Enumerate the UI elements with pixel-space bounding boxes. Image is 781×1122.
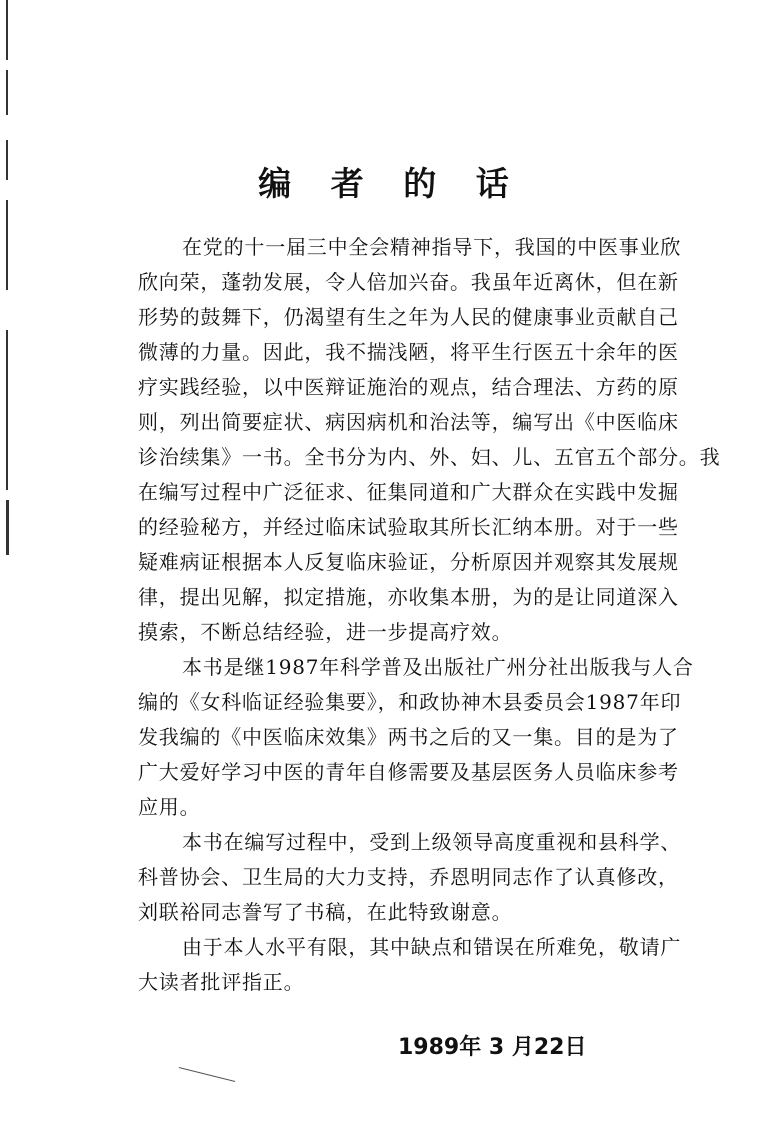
text-line: 的经验秘方，并经过临床试验取其所长汇纳本册。对于一些 [138,515,679,539]
text-line: 发我编的《中医临床效集》两书之后的又一集。目的是为了 [138,725,679,749]
text-line: 编的《女科临证经验集要》，和政协神木县委员会1987年印 [138,690,682,714]
text-line: 刘联裕同志誊写了书稿，在此特致谢意。 [138,900,513,924]
text-line: 形势的鼓舞下，仍渴望有生之年为人民的健康事业贡献自己 [138,305,679,329]
text-line: 大读者批评指正。 [138,970,305,994]
scan-edge-line [6,330,8,490]
paragraph [138,825,708,930]
text-line: 疑难病证根据本人反复临床验证，分析原因并观察其发展规 [138,550,679,574]
text-line: 科普协会、卫生局的大力支持，乔恩明同志作了认真修改， [138,865,679,889]
signature-date: 1989年 3 月22日 [398,1035,587,1060]
text-line: 摸索，不断总结经验，进一步提高疗效。 [138,620,513,644]
text-line: 应用。 [138,795,201,819]
text-line: 本书是继1987年科学普及出版社广州分社出版我与人合 [182,655,694,679]
scan-edge-line [6,70,8,115]
paragraph [138,230,721,650]
text-line: 则，列出简要症状、病因病机和治法等，编写出《中医临床 [138,410,679,434]
text-line: 广大爱好学习中医的青年自修需要及基层医务人员临床参考 [138,760,679,784]
text-line: 律，提出见解，拟定措施，亦收集本册，为的是让同道深入 [138,585,679,609]
paragraph [138,930,708,1000]
scan-mark [179,1067,236,1082]
text-line: 诊治续集》一书。全书分为内、外、妇、儿、五官五个部分。我 [138,445,721,469]
scan-edge-line [6,0,8,60]
text-line: 在党的十一届三中全会精神指导下，我国的中医事业欣 [182,235,682,259]
text-line: 在编写过程中广泛征求、征集同道和广大群众在实践中发掘 [138,480,679,504]
text-line: 微薄的力量。因此，我不揣浅陋，将平生行医五十余年的医 [138,340,679,364]
text-line: 由于本人水平有限，其中缺点和错误在所难免，敬请广 [182,935,682,959]
scan-edge-line [6,500,9,555]
document-body [138,230,721,1000]
text-line: 欣向荣，蓬勃发展，令人倍加兴奋。我虽年近离休，但在新 [138,270,679,294]
text-line: 本书在编写过程中，受到上级领导高度重视和县科学、 [182,830,682,854]
paragraph [138,650,708,825]
scan-edge-line [6,200,8,290]
text-line: 疗实践经验，以中医辩证施治的观点，结合理法、方药的原 [138,375,679,399]
page-title: 编 者 的 话 [258,164,523,203]
